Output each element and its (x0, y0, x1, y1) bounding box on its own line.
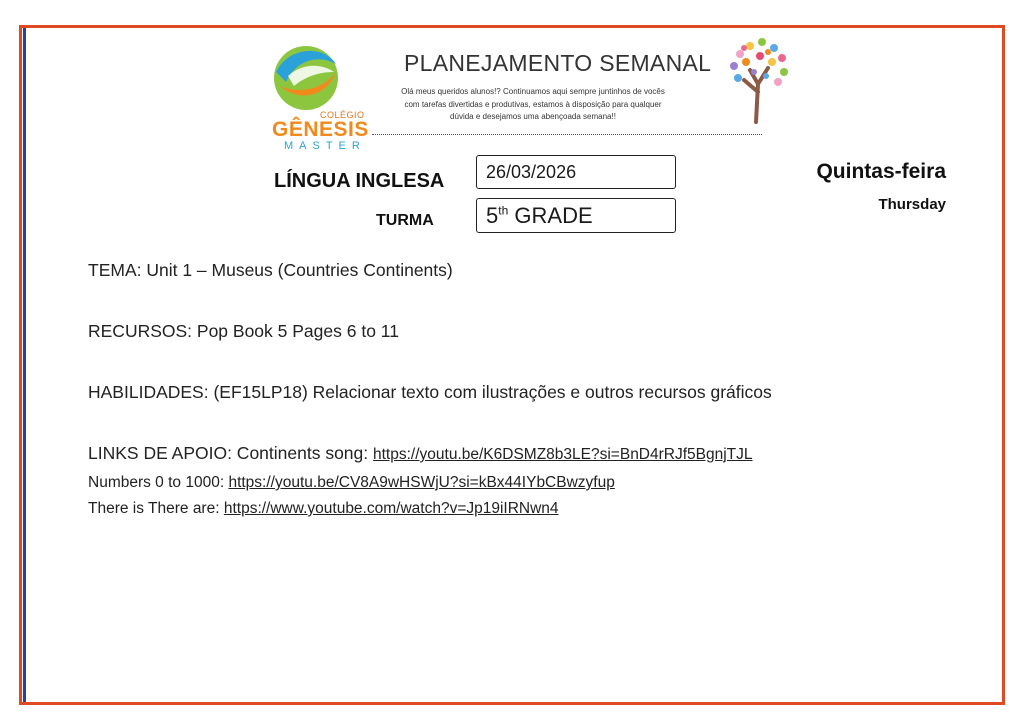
date-field: 26/03/2026 (476, 155, 676, 189)
turma-label: TURMA (376, 212, 434, 229)
tema-line: TEMA: Unit 1 – Museus (Countries Continents) (88, 260, 453, 280)
links-label: LINKS DE APOIO: Continents song: (88, 443, 373, 463)
header-divider (372, 134, 762, 135)
logo-subtitle-text: MASTER (284, 140, 366, 152)
page-border (19, 25, 1005, 705)
logo-college-text: COLÉGIO (320, 110, 365, 120)
continents-song-link[interactable]: https://youtu.be/K6DSMZ8b3LE?si=BnD4rRJf5BgnjTJL (373, 446, 753, 463)
grade-number: 5 (486, 203, 499, 228)
school-logo (268, 42, 368, 154)
subject-label: LÍNGUA INGLESA (274, 170, 445, 192)
grade-suffix: th (498, 203, 509, 218)
recursos-line: RECURSOS: Pop Book 5 Pages 6 to 11 (88, 321, 399, 341)
greeting-message (378, 86, 688, 124)
grade-field (476, 198, 676, 233)
grade-word: GRADE (514, 203, 593, 228)
numbers-line (88, 474, 615, 492)
page-title: PLANEJAMENTO SEMANAL (404, 50, 712, 76)
greeting-line: dúvida e desejamos uma abençoada semana!! (450, 112, 616, 121)
logo-name-text: GÊNESIS (272, 118, 369, 141)
numbers-label: Numbers 0 to 1000: (88, 474, 229, 491)
tree-icon (720, 32, 796, 124)
there-is-line (88, 500, 559, 518)
greeting-line: Olá meus queridos alunos!? Continuamos aqui sempre juntinhos de vocês (401, 87, 665, 96)
greeting-line: com tarefas divertidas e produtivas, estamos à disposição para qualquer (404, 99, 662, 109)
weekday-portuguese: Quintas-feira (816, 160, 946, 183)
there-is-link[interactable]: https://www.youtube.com/watch?v=Jp19iIRNwn4 (223, 500, 559, 517)
numbers-link[interactable]: https://youtu.be/CV8A9wHSWjU?si=kBx44IYbCBwzyfup (228, 474, 615, 491)
logo-emblem-icon (268, 42, 368, 112)
links-line (88, 443, 753, 464)
habilidades-line: HABILIDADES: (EF15LP18) Relacionar texto com ilustrações e outros recursos gráficos (88, 382, 772, 402)
there-is-label: There is There are: (88, 500, 224, 517)
page-border-accent (23, 28, 26, 702)
weekday-english: Thursday (878, 196, 946, 213)
